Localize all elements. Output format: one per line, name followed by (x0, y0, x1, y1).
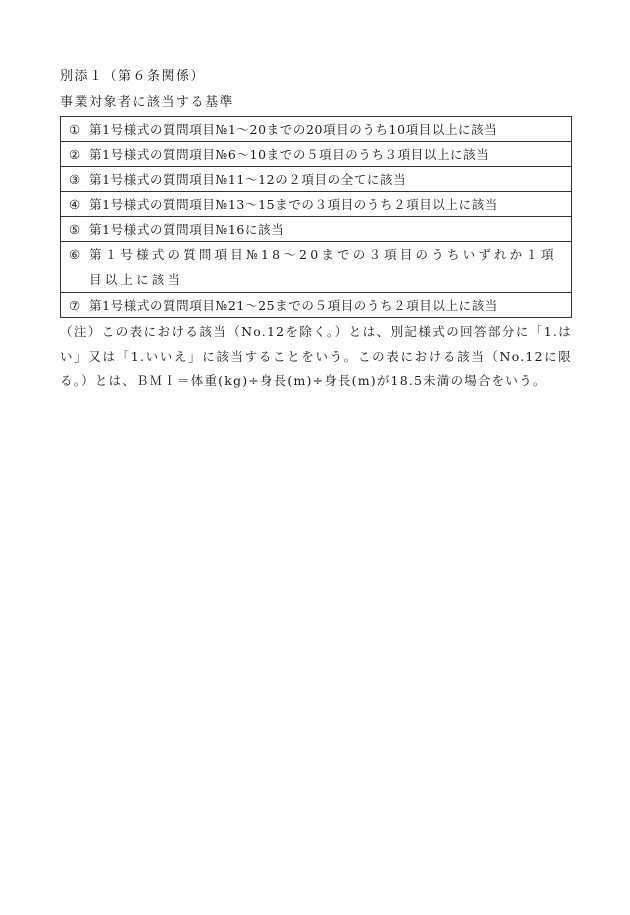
table-row (61, 293, 572, 318)
row-number: ① (69, 122, 81, 137)
row-number: ③ (69, 172, 81, 187)
row-text: 第１号様式の質問項目№18～20までの３項目のうちいずれか１項目以上に該当 (89, 247, 557, 287)
criteria-table (60, 116, 572, 318)
row-text: 第1号様式の質問項目№11～12の２項目の全てに該当 (89, 172, 407, 187)
criteria-cell (61, 242, 572, 293)
table-row (61, 117, 572, 142)
row-number: ⑦ (69, 298, 81, 313)
criteria-cell (61, 192, 572, 217)
row-text: 第1号様式の質問項目№16に該当 (89, 222, 285, 237)
table-row (61, 192, 572, 217)
row-text: 第1号様式の質問項目№13～15までの３項目のうち２項目以上に該当 (89, 197, 498, 212)
criteria-cell (61, 217, 572, 242)
row-text: 第1号様式の質問項目№1～20までの20項目のうち10項目以上に該当 (89, 122, 498, 137)
row-content (69, 242, 571, 292)
table-row (61, 167, 572, 192)
criteria-cell (61, 167, 572, 192)
criteria-cell (61, 293, 572, 318)
row-number: ④ (69, 197, 81, 212)
section-title: 事業対象者に該当する基準 (60, 95, 235, 110)
criteria-cell (61, 117, 572, 142)
table-row (61, 142, 572, 167)
footnote: （注）この表における該当（No.12を除く。）とは、別記様式の回答部分に「1.はい」又は「1.いいえ」に該当することをいう。この表における該当（No.12に限る。）とは、ＢＭＩ＝体重(kg)÷身長(m)÷身長(m)が18.5未満の場合をいう。 (60, 324, 572, 388)
row-text: 第1号様式の質問項目№21～25までの５項目のうち２項目以上に該当 (89, 298, 498, 313)
attachment-label: 別添１（第６条関係） (60, 69, 206, 84)
table-row (61, 242, 572, 293)
criteria-cell (61, 142, 572, 167)
row-number: ⑥ (69, 247, 81, 262)
document-page (60, 64, 572, 406)
row-number: ② (69, 147, 81, 162)
table-row (61, 217, 572, 242)
row-text: 第1号様式の質問項目№6～10までの５項目のうち３項目以上に該当 (89, 147, 490, 162)
row-number: ⑤ (69, 222, 81, 237)
